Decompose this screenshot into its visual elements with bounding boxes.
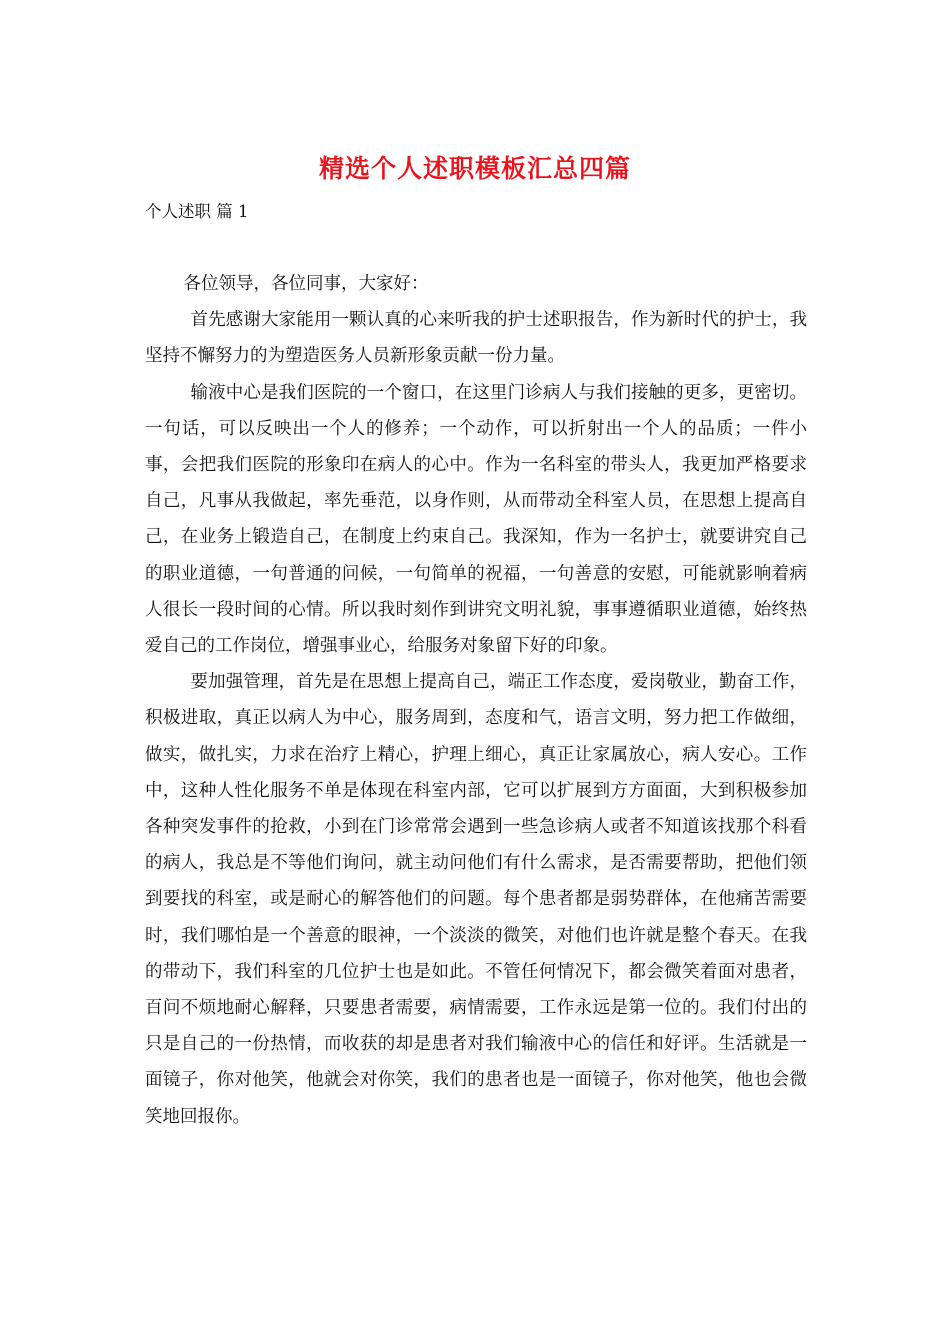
section-heading: 个人述职 篇 1 xyxy=(145,202,249,221)
body-paragraph-2: 输液中心是我们医院的一个窗口，在这里门诊病人与我们接触的更多，更密切。一句话，可以反映出一个人的修养；一个动作，可以折射出一个人的品质；一件小事，会把我们医院的形象印在病人的心中。作为一名科室的带头人，我更加严格要求自己，凡事从我做起，率先垂范，以身作则，从而带动全科室人员，在思想上提高自己，在业务上锻造自己，在制度上约束自己。我深知，作为一名护士，就要讲究自己的职业道德，一句普通的问候，一句简单的祝福，一句善意的安慰，可能就影响着病人很长一段时间的心情。所以我时刻作到讲究文明礼貌，事事遵循职业道德，始终热爱自己的工作岗位，增强事业心，给服务对象留下好的印象。 xyxy=(145,382,807,657)
greeting-paragraph: 各位领导，各位同事，大家好： xyxy=(183,274,429,294)
body-paragraph-1: 首先感谢大家能用一颗认真的心来听我的护士述职报告，作为新时代的护士，我坚持不懈努力的为塑造医务人员新形象贡献一份力量。 xyxy=(145,310,807,367)
page-title: 精选个人述职模板汇总四篇 xyxy=(318,154,631,183)
document-body xyxy=(145,266,807,1135)
body-paragraph-3: 要加强管理，首先是在思想上提高自己，端正工作态度，爱岗敬业，勤奋工作，积极进取，真正以病人为中心，服务周到，态度和气，语言文明，努力把工作做细，做实，做扎实，力求在治疗上精心，护理上细心，真正让家属放心，病人安心。工作中，这种人性化服务不单是体现在科室内部，它可以扩展到方方面面，大到积极参加各种突发事件的抢救，小到在门诊常常会遇到一些急诊病人或者不知道该找那个科看的病人，我总是不等他们询问，就主动问他们有什么需求，是否需要帮助，把他们领到要找的科室，或是耐心的解答他们的问题。每个患者都是弱势群体，在他痛苦需要时，我们哪怕是一个善意的眼神，一个淡淡的微笑，对他们也许就是整个春天。在我的带动下，我们科室的几位护士也是如此。不管任何情况下，都会微笑着面对患者，百问不烦地耐心解释，只要患者需要，病情需要，工作永远是第一位的。我们付出的只是自己的一份热情，而收获的却是患者对我们输液中心的信任和好评。生活就是一面镜子，你对他笑，他就会对你笑，我们的患者也是一面镜子，你对他笑，他也会微笑地回报你。 xyxy=(145,672,807,1127)
